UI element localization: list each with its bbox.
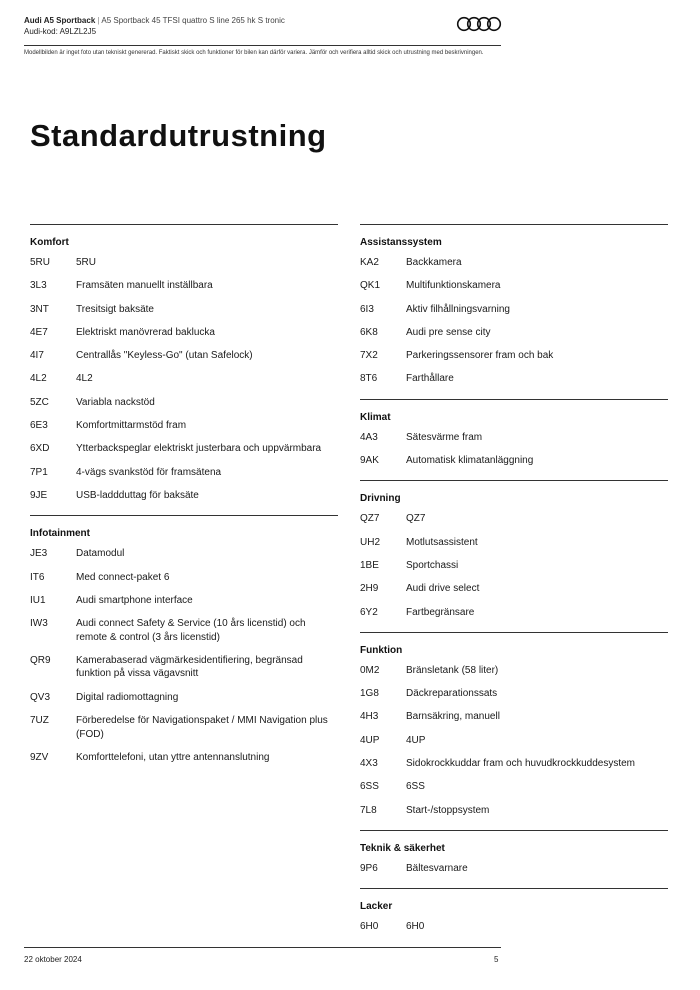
- section-title: Funktion: [360, 644, 403, 656]
- page-number: 5: [494, 955, 499, 964]
- header-audi-code: Audi-kod: A9LZL2J5: [24, 27, 97, 36]
- equipment-description: USB-laddduttag för baksäte: [76, 489, 199, 501]
- equipment-description: Kamerabaserad vägmärkesidentifiering, begränsad funktion på vissa vägavsnitt: [76, 654, 303, 680]
- equipment-item: [360, 582, 668, 596]
- equipment-code: 3NT: [30, 303, 49, 315]
- equipment-description: Centrallås "Keyless-Go" (utan Safelock): [76, 350, 253, 362]
- section-title: Komfort: [30, 237, 69, 248]
- equipment-description: Framsäten manuellt inställbara: [76, 280, 213, 292]
- equipment-description: Digital radiomottagning: [76, 691, 179, 703]
- equipment-section: [30, 224, 338, 515]
- equipment-item: [360, 920, 668, 934]
- equipment-code: 6I3: [360, 303, 374, 315]
- equipment-item: [360, 349, 668, 363]
- header-model-line: [24, 15, 504, 26]
- equipment-code: 4E7: [30, 326, 48, 338]
- equipment-description: Bältesvarnare: [406, 862, 468, 874]
- equipment-description: Motlutsassistent: [406, 536, 478, 548]
- equipment-item: [360, 664, 668, 678]
- equipment-item: [360, 279, 668, 293]
- equipment-item: [360, 606, 668, 620]
- equipment-description: Ytterbackspeglar elektriskt justerbara och uppvärmbara: [76, 443, 322, 455]
- section-title: Klimat: [360, 411, 391, 423]
- equipment-item: [30, 303, 338, 317]
- equipment-section: [360, 632, 668, 830]
- equipment-description: Sätesvärme fram: [406, 431, 483, 443]
- equipment-item: [360, 326, 668, 340]
- equipment-item: [30, 691, 338, 705]
- equipment-description: Barnsäkring, manuell: [406, 711, 500, 723]
- equipment-code: 7X2: [360, 350, 378, 362]
- equipment-description: Däckreparationssats: [406, 688, 498, 700]
- equipment-section: [360, 399, 668, 481]
- equipment-item: [30, 617, 338, 644]
- equipment-item: [30, 396, 338, 410]
- equipment-code: 4UP: [360, 734, 380, 746]
- equipment-item: [360, 757, 668, 771]
- equipment-description: Förberedelse för Navigationspaket / MMI Navigation plus (FOD): [76, 715, 328, 740]
- equipment-section: [360, 224, 668, 399]
- document-header: [24, 15, 504, 37]
- equipment-description: Fartbegränsare: [406, 606, 475, 618]
- equipment-code: 7UZ: [30, 715, 49, 727]
- equipment-description: Komforttelefoni, utan yttre antennanslutning: [76, 751, 270, 763]
- equipment-code: 4A3: [360, 431, 378, 443]
- equipment-item: [30, 326, 338, 340]
- equipment-description: Aktiv filhållningsvarning: [406, 303, 510, 315]
- equipment-section: [360, 480, 668, 631]
- equipment-item: [30, 594, 338, 608]
- equipment-code: 0M2: [360, 664, 380, 676]
- equipment-description: 6H0: [406, 921, 425, 933]
- left-column: [30, 224, 338, 777]
- equipment-section: [30, 515, 338, 777]
- section-title: Assistanssystem: [360, 237, 442, 248]
- equipment-code: IU1: [30, 594, 46, 606]
- equipment-description: Farthållare: [406, 373, 454, 385]
- equipment-code: 9P6: [360, 862, 378, 874]
- equipment-description: 4UP: [406, 734, 426, 746]
- equipment-item: [30, 714, 338, 741]
- equipment-code: 5ZC: [30, 396, 49, 408]
- header-variant: A5 Sportback 45 TFSI quattro S line 265 hk S tronic: [101, 16, 285, 25]
- equipment-item: [360, 431, 668, 445]
- equipment-item: [360, 780, 668, 794]
- equipment-description: Audi smartphone interface: [76, 594, 193, 606]
- equipment-description: Multifunktionskamera: [406, 280, 501, 292]
- equipment-item: [30, 279, 338, 293]
- equipment-code: 1BE: [360, 559, 379, 571]
- equipment-code: 4H3: [360, 711, 379, 723]
- equipment-code: 8T6: [360, 373, 378, 385]
- equipment-code: 6SS: [360, 781, 379, 793]
- right-column: [360, 224, 668, 947]
- equipment-item: [30, 349, 338, 363]
- equipment-item: [360, 536, 668, 550]
- equipment-description: Bränsletank (58 liter): [406, 664, 499, 676]
- equipment-item: [30, 419, 338, 433]
- section-title: Lacker: [360, 901, 393, 913]
- disclaimer-text: Modellbilden är inget foto utan tekniskt genererad. Faktiskt skick och funktioner för bilen kan därför variera. Jämför och verifiera alltid skick och utrustning med beskrivningen.: [24, 50, 484, 56]
- equipment-description: Variabla nackstöd: [76, 396, 155, 408]
- equipment-description: Backkamera: [406, 257, 462, 268]
- equipment-item: [360, 303, 668, 317]
- equipment-description: Audi pre sense city: [406, 326, 491, 338]
- equipment-item: [30, 256, 338, 270]
- equipment-item: [360, 256, 668, 270]
- equipment-item: [30, 751, 338, 765]
- equipment-description: Audi connect Safety & Service (10 års licenstid) och remote & control (3 års licenstid): [76, 618, 306, 643]
- equipment-description: Datamodul: [76, 548, 125, 560]
- equipment-item: [360, 454, 668, 468]
- section-title: Infotainment: [30, 528, 90, 540]
- equipment-code: 7L8: [360, 804, 377, 816]
- equipment-description: Sportchassi: [406, 559, 459, 571]
- footer-date: 22 oktober 2024: [24, 955, 82, 964]
- equipment-item: [30, 442, 338, 456]
- equipment-code: QZ7: [360, 513, 380, 525]
- equipment-code: UH2: [360, 536, 381, 548]
- equipment-description: 4L2: [76, 373, 93, 385]
- section-title: Drivning: [360, 493, 401, 505]
- equipment-code: QR9: [30, 654, 51, 666]
- equipment-item: [360, 862, 668, 876]
- equipment-code: 4X3: [360, 758, 378, 770]
- equipment-code: 4I7: [30, 350, 44, 362]
- equipment-code: JE3: [30, 548, 48, 560]
- equipment-item: [30, 372, 338, 386]
- equipment-code: 6H0: [360, 921, 379, 933]
- equipment-item: [360, 372, 668, 386]
- equipment-description: 6SS: [406, 781, 425, 793]
- equipment-item: [30, 489, 338, 503]
- equipment-code: KA2: [360, 257, 379, 268]
- equipment-item: [30, 571, 338, 585]
- equipment-description: Audi drive select: [406, 583, 480, 595]
- equipment-description: Tresitsigt baksäte: [76, 303, 154, 315]
- equipment-item: [360, 559, 668, 573]
- equipment-code: 7P1: [30, 466, 48, 478]
- section-title: Teknik & säkerhet: [360, 842, 445, 854]
- equipment-code: IT6: [30, 571, 45, 583]
- equipment-description: Komfortmittarmstöd fram: [76, 420, 187, 432]
- equipment-description: Parkeringssensorer fram och bak: [406, 350, 554, 362]
- header-divider: [24, 45, 501, 46]
- page-title: Standardutrustning: [30, 118, 327, 153]
- equipment-section: [360, 888, 668, 946]
- equipment-item: [360, 710, 668, 724]
- equipment-code: 2H9: [360, 583, 379, 595]
- equipment-section: [360, 830, 668, 888]
- equipment-code: 6E3: [30, 420, 48, 432]
- equipment-code: 1G8: [360, 688, 379, 700]
- audi-rings-logo-icon: [456, 16, 502, 32]
- equipment-item: [360, 687, 668, 701]
- equipment-description: Start-/stoppsystem: [406, 804, 490, 816]
- equipment-description: Automatisk klimatanläggning: [406, 455, 534, 467]
- equipment-item: [30, 654, 338, 681]
- equipment-code: 4L2: [30, 373, 47, 385]
- equipment-description: Sidokrockkuddar fram och huvudkrockkuddesystem: [406, 758, 635, 770]
- equipment-item: [360, 734, 668, 748]
- equipment-description: 4-vägs svankstöd för framsätena: [76, 466, 222, 478]
- equipment-description: QZ7: [406, 513, 426, 525]
- equipment-code: 3L3: [30, 280, 47, 292]
- equipment-description: Med connect-paket 6: [76, 571, 170, 583]
- footer-divider: [24, 947, 501, 948]
- equipment-code: 5RU: [30, 257, 51, 268]
- header-model: Audi A5 Sportback: [24, 16, 96, 25]
- equipment-item: [360, 804, 668, 818]
- equipment-code: 9JE: [30, 489, 48, 501]
- equipment-code: 6K8: [360, 326, 378, 338]
- equipment-code: 6Y2: [360, 606, 378, 618]
- equipment-description: 5RU: [76, 257, 97, 268]
- equipment-code: QV3: [30, 691, 51, 703]
- equipment-code: QK1: [360, 280, 381, 292]
- equipment-code: 9ZV: [30, 751, 49, 763]
- equipment-item: [30, 547, 338, 561]
- equipment-item: [360, 512, 668, 526]
- equipment-description: Elektriskt manövrerad baklucka: [76, 326, 215, 338]
- equipment-code: IW3: [30, 618, 48, 630]
- equipment-code: 9AK: [360, 455, 379, 467]
- equipment-code: 6XD: [30, 443, 50, 455]
- equipment-item: [30, 466, 338, 480]
- header-separator: |: [97, 16, 100, 25]
